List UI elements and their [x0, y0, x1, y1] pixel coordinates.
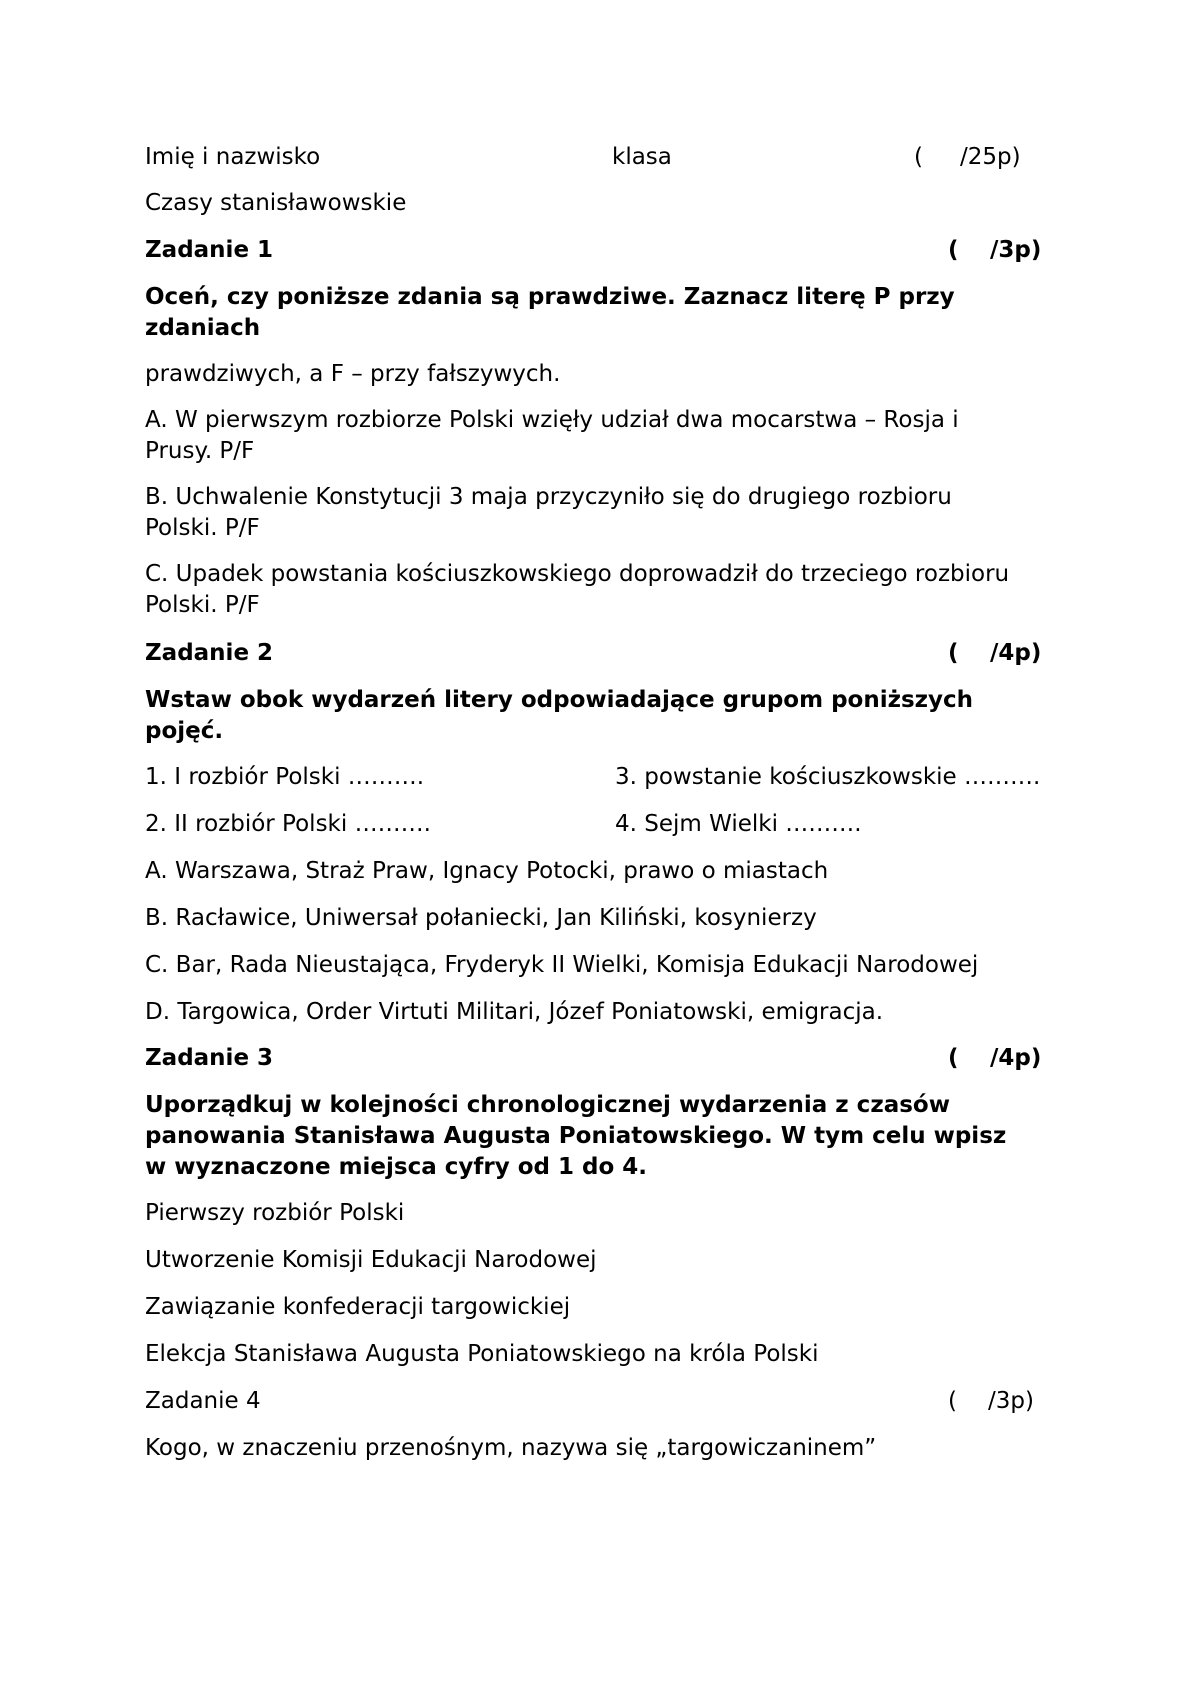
task3-item-2: Utworzenie Komisji Edukacji Narodowej: [145, 1247, 597, 1273]
task2-event-4: 4. Sejm Wielki ……….: [615, 811, 862, 837]
task2-group-a: A. Warszawa, Straż Praw, Ignacy Potocki, prawo o miastach: [145, 858, 829, 884]
task2-group-d: D. Targowica, Order Virtuti Militari, Józef Poniatowski, emigracja.: [145, 999, 884, 1025]
task2-event-2: 2. II rozbiór Polski ……….: [145, 811, 431, 837]
total-points: /25p): [960, 144, 1021, 170]
topic-title: Czasy stanisławowskie: [145, 190, 407, 216]
task1-statement-c-line2: Polski. P/F: [145, 592, 260, 618]
task2-points-open: (: [948, 640, 959, 666]
task1-title: Zadanie 1: [145, 237, 274, 263]
task3-item-4: Elekcja Stanisława Augusta Poniatowskiego na króla Polski: [145, 1341, 819, 1367]
task1-points: /3p): [990, 237, 1042, 263]
task3-instruction-line3: w wyznaczone miejsca cyfry od 1 do 4.: [145, 1154, 648, 1180]
task2-group-c: C. Bar, Rada Nieustająca, Fryderyk II Wielki, Komisja Edukacji Narodowej: [145, 952, 979, 978]
task3-title: Zadanie 3: [145, 1045, 274, 1071]
task4-points-open: (: [948, 1388, 957, 1414]
task1-points-open: (: [948, 237, 959, 263]
task1-statement-b-line2: Polski. P/F: [145, 515, 260, 541]
task4-title: Zadanie 4: [145, 1388, 261, 1414]
task3-instruction-line2: panowania Stanisława Augusta Poniatowskiego. W tym celu wpisz: [145, 1123, 1007, 1149]
task3-points-open: (: [948, 1045, 959, 1071]
class-label: klasa: [612, 144, 672, 170]
task4-points: /3p): [988, 1388, 1034, 1414]
task2-instruction-line2: pojęć.: [145, 718, 224, 744]
task1-statement-a-line1: A. W pierwszym rozbiorze Polski wzięły udział dwa mocarstwa – Rosja i: [145, 407, 959, 433]
name-label: Imię i nazwisko: [145, 144, 321, 170]
task1-statement-a-line2: Prusy. P/F: [145, 438, 255, 464]
task2-title: Zadanie 2: [145, 640, 274, 666]
task4-question: Kogo, w znaczeniu przenośnym, nazywa się „targowiczaninem”: [145, 1435, 877, 1461]
task3-instruction-line1: Uporządkuj w kolejności chronologicznej wydarzenia z czasów: [145, 1092, 950, 1118]
task1-statement-b-line1: B. Uchwalenie Konstytucji 3 maja przyczyniło się do drugiego rozbioru: [145, 484, 952, 510]
task2-points: /4p): [990, 640, 1042, 666]
task2-instruction-line1: Wstaw obok wydarzeń litery odpowiadające grupom poniższych: [145, 687, 974, 713]
task3-item-1: Pierwszy rozbiór Polski: [145, 1200, 405, 1226]
task1-instruction-line1: Oceń, czy poniższe zdania są prawdziwe. Zaznacz literę P przy: [145, 284, 955, 310]
total-points-open: (: [914, 144, 923, 170]
task2-event-1: 1. I rozbiór Polski ……….: [145, 764, 425, 790]
task1-instruction-line3: prawdziwych, a F – przy fałszywych.: [145, 361, 561, 387]
task1-statement-c-line1: C. Upadek powstania kościuszkowskiego doprowadził do trzeciego rozbioru: [145, 561, 1010, 587]
task1-instruction-line2: zdaniach: [145, 315, 261, 341]
task3-points: /4p): [990, 1045, 1042, 1071]
task3-item-3: Zawiązanie konfederacji targowickiej: [145, 1294, 571, 1320]
task2-event-3: 3. powstanie kościuszkowskie ……….: [615, 764, 1041, 790]
task2-group-b: B. Racławice, Uniwersał połaniecki, Jan Kiliński, kosynierzy: [145, 905, 817, 931]
